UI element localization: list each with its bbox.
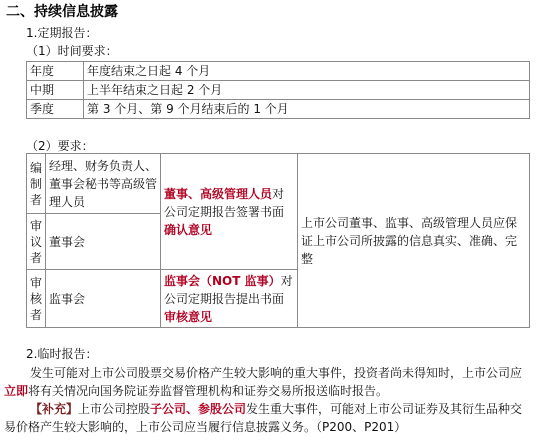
report-type: 年度 (27, 62, 84, 81)
report-type: 季度 (27, 100, 84, 119)
report-deadline: 上半年结束之日起 2 个月 (84, 81, 530, 100)
reviewer-who: 董事会 (46, 214, 161, 270)
supplement-paragraph: 【补充】上市公司控股子公司、参股公司发生重大事件，可能对上市公司证券及其衍生品种交易价格产生较大影响的，上市公司应当履行信息披露义务。（P200、P201） (4, 402, 523, 434)
periodic-heading: 1.定期报告： (26, 26, 98, 40)
interim-paragraph: 发生可能对上市公司股票交易价格产生较大影响的重大事件，投资者尚未得知时，上市公司应立即将有关情况向国务院证券监督管理机构和证券交易所报送临时报告。 (4, 366, 523, 398)
auditor-who: 监事会 (46, 270, 161, 328)
report-deadline: 第 3 个月、第 9 个月结束后的 1 个月 (84, 100, 530, 119)
table-row (27, 62, 530, 81)
interim-heading: 2.临时报告： (26, 347, 98, 361)
director-confirmation: 董事、高级管理人员对公司定期报告签署书面确认意见 (161, 154, 298, 270)
accuracy-guarantee: 上市公司董事、监事、高级管理人员应保证上市公司所披露的信息真实、准确、完整 (298, 154, 530, 328)
role-reviewer: 审 议 者 (27, 214, 46, 270)
report-type: 中期 (27, 81, 84, 100)
compiler-who: 经理、财务负责人、董事会秘书等高级管理人员 (46, 154, 161, 214)
role-auditor: 审 核 者 (27, 270, 46, 328)
table-row (27, 154, 530, 214)
time-requirement-table (26, 61, 530, 119)
role-compiler: 编 制 者 (27, 154, 46, 214)
table-row (27, 81, 530, 100)
time-requirement-heading: （1）时间要求： (26, 44, 118, 58)
table-row (27, 100, 530, 119)
report-deadline: 年度结束之日起 4 个月 (84, 62, 530, 81)
section-title: 二、持续信息披露 (6, 4, 118, 20)
supervisory-audit: 监事会（NOT 监事）对公司定期报告提出书面审核意见 (161, 270, 298, 328)
requirements-heading: （2）要求： (26, 139, 94, 153)
requirements-table (26, 153, 530, 328)
